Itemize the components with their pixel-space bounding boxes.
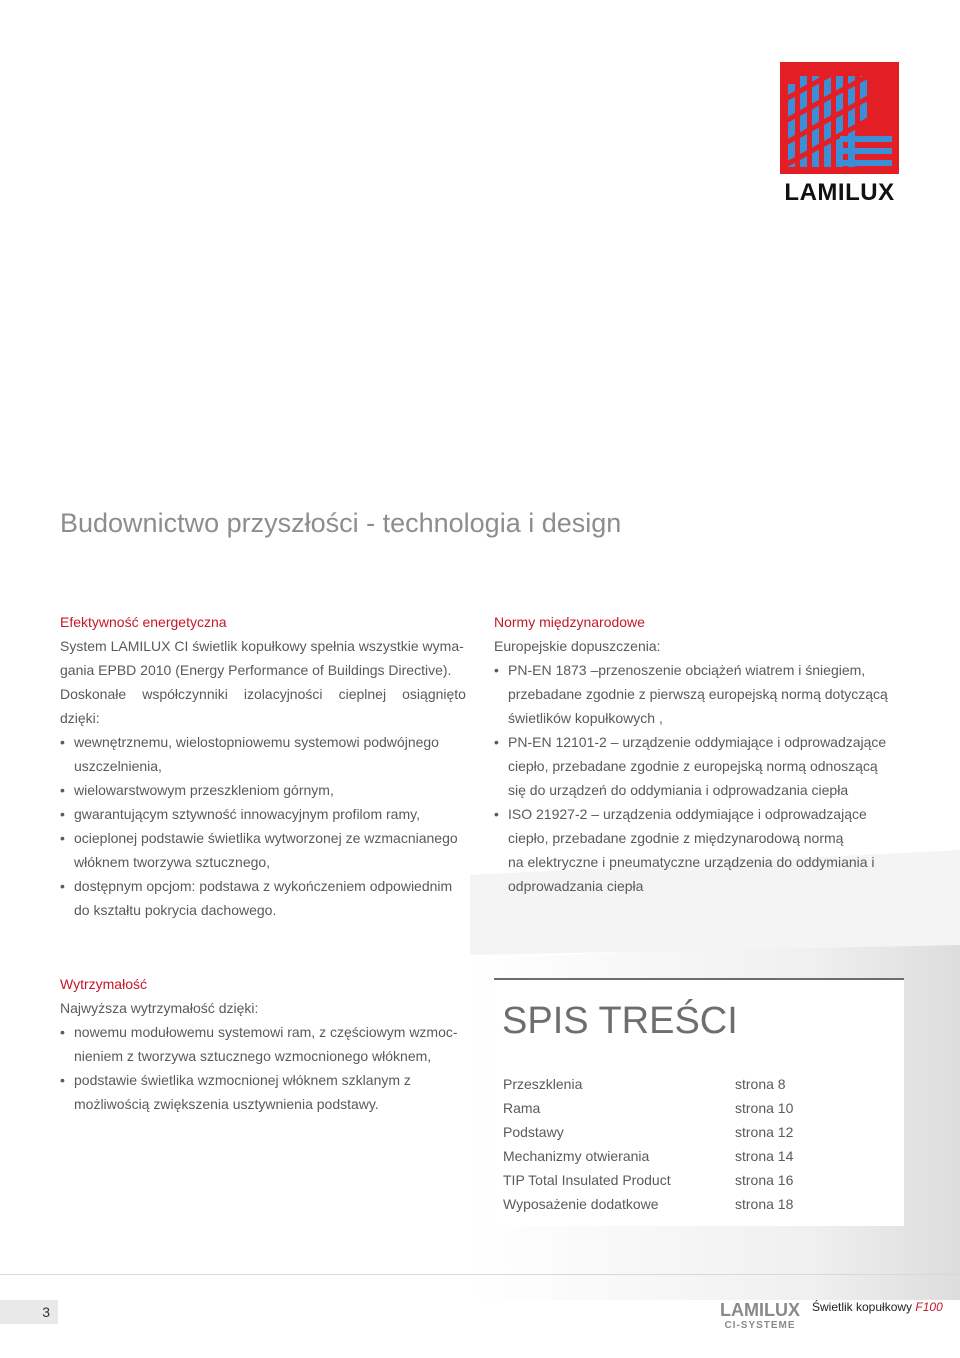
toc-entry[interactable] bbox=[503, 1168, 803, 1192]
product-model: F100 bbox=[915, 1300, 943, 1314]
strength-section bbox=[60, 972, 466, 1116]
efficiency-justified-line bbox=[60, 682, 466, 706]
norms-section bbox=[494, 610, 894, 898]
list-item-continuation: uszczelnienia, bbox=[74, 758, 162, 774]
toc-entry-label: TIP Total Insulated Product bbox=[503, 1172, 671, 1188]
list-item-continuation: nieniem z tworzywa sztucznego wzmocnionego włóknem, bbox=[74, 1048, 432, 1064]
lamilux-logo bbox=[780, 62, 899, 204]
table-of-contents bbox=[494, 978, 904, 1226]
word: cieplnej bbox=[338, 686, 387, 702]
toc-entry-page: strona 16 bbox=[735, 1172, 794, 1188]
product-label: Świetlik kopułkowy bbox=[812, 1300, 913, 1314]
list-item-continuation: możliwością zwiększenia usztywnienia podstawy. bbox=[74, 1096, 379, 1112]
footer-logo-subtitle: CI-SYSTEME bbox=[724, 1320, 796, 1331]
list-item-continuation: do kształtu pokrycia dachowego. bbox=[74, 902, 277, 918]
list-item: • PN-EN 1873 –przenoszenie obciążeń wiatrem i śniegiem, bbox=[494, 658, 894, 682]
list-item-continuation: przebadane zgodnie z pierwszą europejską normą dotyczącą bbox=[508, 686, 888, 702]
efficiency-intro-line: System LAMILUX CI świetlik kopułkowy spełnia wszystkie wyma- bbox=[60, 638, 464, 654]
toc-entry[interactable] bbox=[503, 1072, 803, 1096]
list-item-continuation: się do urządzeń do oddymiania i odprowadzania ciepła bbox=[508, 782, 849, 798]
strength-intro: Najwyższa wytrzymałość dzięki: bbox=[60, 1000, 259, 1016]
list-item: • podstawie świetlika wzmocnionej włóknem szklanym z bbox=[60, 1068, 466, 1092]
list-item-continuation: świetlików kopułkowych , bbox=[508, 710, 663, 726]
list-item: • ocieplonej podstawie świetlika wytworzonej ze wzmacnianego bbox=[60, 826, 466, 850]
toc-entry-label: Rama bbox=[503, 1100, 541, 1116]
list-item: • wielowarstwowym przeszkleniom górnym, bbox=[60, 778, 466, 802]
toc-entry-label: Podstawy bbox=[503, 1124, 564, 1140]
page-headline: Budownictwo przyszłości - technologia i design bbox=[60, 508, 622, 538]
toc-entry-page: strona 10 bbox=[735, 1100, 794, 1116]
toc-entry-label: Wyposażenie dodatkowe bbox=[503, 1196, 659, 1212]
footer-product-name bbox=[812, 1300, 943, 1314]
list-item: • dostępnym opcjom: podstawa z wykończeniem odpowiednim bbox=[60, 874, 466, 898]
efficiency-section bbox=[60, 610, 466, 922]
toc-entry-page: strona 18 bbox=[735, 1196, 794, 1212]
list-item-continuation: odprowadzania ciepła bbox=[508, 878, 644, 894]
toc-entry[interactable] bbox=[503, 1192, 803, 1216]
word: Doskonałe bbox=[60, 686, 127, 702]
efficiency-heading: Efektywność energetyczna bbox=[60, 614, 227, 630]
toc-entry[interactable] bbox=[503, 1144, 803, 1168]
toc-entry-label: Mechanizmy otwierania bbox=[503, 1148, 650, 1164]
list-item-continuation: ciepło, przebadane zgodnie z europejską normą odnoszącą bbox=[508, 758, 878, 774]
footer-logo-wordmark: LAMILUX bbox=[720, 1300, 800, 1320]
toc-entry[interactable] bbox=[503, 1120, 803, 1144]
efficiency-after: dzięki: bbox=[60, 710, 100, 726]
toc-entry-label: Przeszklenia bbox=[503, 1076, 583, 1092]
word: izolacyjności bbox=[243, 686, 323, 702]
logo-wordmark: LAMILUX bbox=[784, 179, 895, 204]
toc-entry[interactable] bbox=[503, 1096, 803, 1120]
efficiency-intro-line: gania EPBD 2010 (Energy Performance of Buildings Directive). bbox=[60, 662, 452, 678]
list-item-continuation: ciepło, przebadane zgodnie z międzynarodową normą bbox=[508, 830, 844, 846]
toc-title: SPIS TREŚCI bbox=[502, 1000, 738, 1042]
list-item-continuation: włóknem tworzywa sztucznego, bbox=[74, 854, 271, 870]
word: współczynniki bbox=[142, 686, 228, 702]
list-item: • gwarantującym sztywność innowacyjnym profilom ramy, bbox=[60, 802, 466, 826]
list-item: • ISO 21927-2 – urządzenia oddymiające i odprowadzające bbox=[494, 802, 894, 826]
list-item: • wewnętrznemu, wielostopniowemu systemowi podwójnego bbox=[60, 730, 466, 754]
list-item: • nowemu modułowemu systemowi ram, z częściowym wzmoc- bbox=[60, 1020, 466, 1044]
footer-divider bbox=[0, 1274, 960, 1275]
toc-list bbox=[503, 1072, 803, 1216]
strength-heading: Wytrzymałość bbox=[60, 976, 147, 992]
norms-intro: Europejskie dopuszczenia: bbox=[494, 638, 661, 654]
footer-lamilux-logo bbox=[716, 1298, 804, 1332]
toc-entry-page: strona 14 bbox=[735, 1148, 794, 1164]
word: osiągnięto bbox=[402, 686, 466, 702]
page-number: 3 bbox=[0, 1300, 58, 1324]
list-item: • PN-EN 12101-2 – urządzenie oddymiające i odprowadzające bbox=[494, 730, 894, 754]
toc-entry-page: strona 12 bbox=[735, 1124, 794, 1140]
norms-heading: Normy międzynarodowe bbox=[494, 614, 645, 630]
toc-entry-page: strona 8 bbox=[735, 1076, 786, 1092]
list-item-continuation: na elektryczne i pneumatyczne urządzenia do oddymiania i bbox=[508, 854, 875, 870]
